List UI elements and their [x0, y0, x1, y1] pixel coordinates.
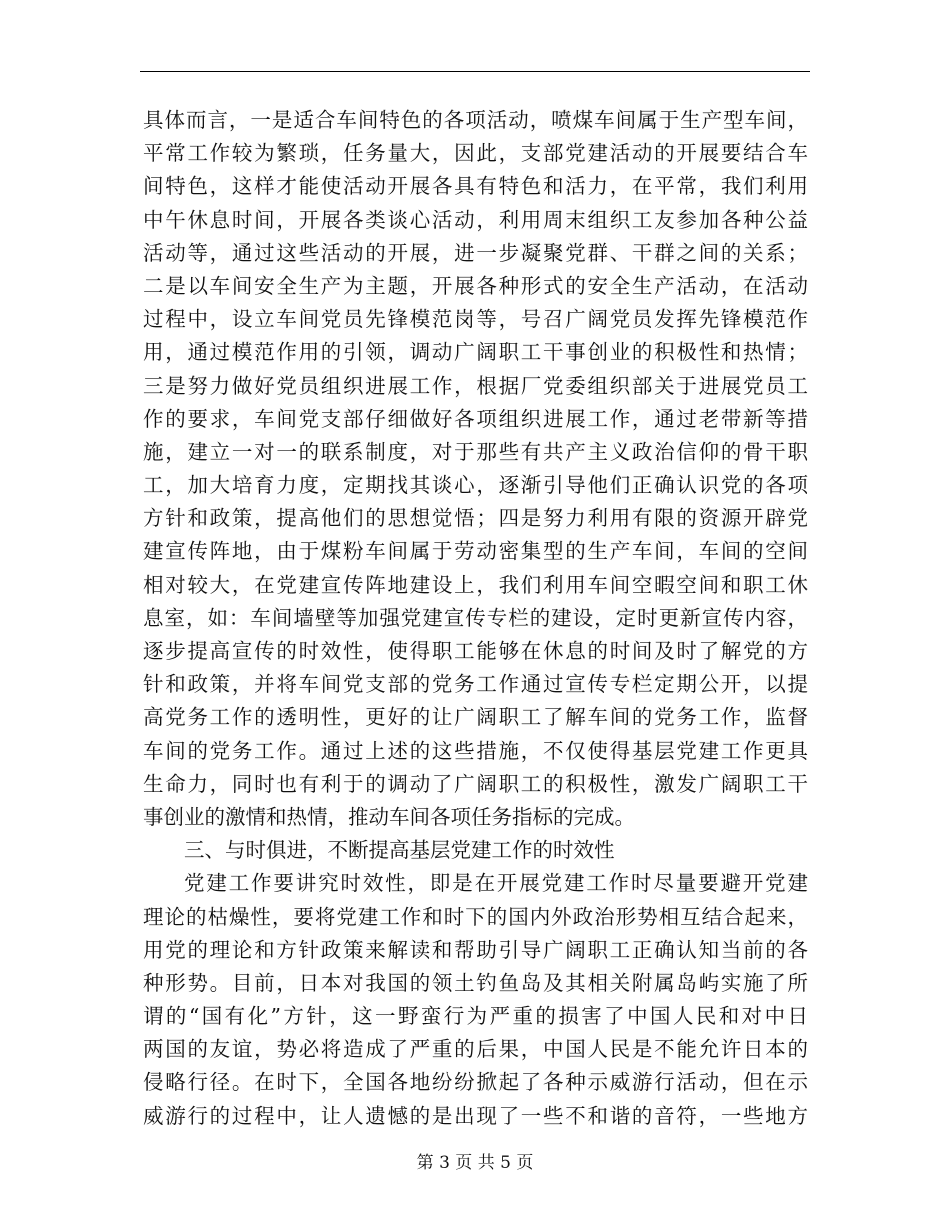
text-line: 间特色，这样才能使活动开展各具有特色和活力，在平常，我们利用 [143, 174, 808, 199]
text-line: 三是努力做好党员组织进展工作，根据厂党委组织部关于进展党员工 [143, 373, 808, 398]
text-line: 作的要求，车间党支部仔细做好各项组织进展工作，通过老带新等措 [143, 406, 808, 431]
text-line: 针和政策，并将车间党支部的党务工作通过宣传专栏定期公开，以提 [143, 672, 808, 697]
text-line: 中午休息时间，开展各类谈心活动，利用周末组织工友参加各种公益 [143, 207, 808, 232]
text-line: 息室，如：车间墙壁等加强党建宣传专栏的建设，定时更新宣传内容， [143, 605, 808, 630]
text-line: 过程中，设立车间党员先锋模范岗等，号召广阔党员发挥先锋模范作 [143, 307, 808, 332]
text-line: 具体而言，一是适合车间特色的各项活动，喷煤车间属于生产型车间， [143, 108, 808, 132]
text-line: 方针和政策，提高他们的思想觉悟；四是努力利用有限的资源开辟党 [143, 506, 808, 531]
text-line: 车间的党务工作。通过上述的这些措施，不仅使得基层党建工作更具 [143, 738, 808, 763]
section-heading: 三、与时俱进，不断提高基层党建工作的时效性 [184, 838, 615, 863]
text-line: 党建工作要讲究时效性，即是在开展党建工作时尽量要避开党建 [184, 871, 808, 896]
text-line: 二是以车间安全生产为主题，开展各种形式的安全生产活动，在活动 [143, 273, 808, 298]
text-line: 施，建立一对一的联系制度，对于那些有共产主义政治信仰的骨干职 [143, 439, 808, 464]
text-line: 高党务工作的透明性，更好的让广阔职工了解车间的党务工作，监督 [143, 705, 808, 730]
text-line: 理论的枯燥性，要将党建工作和时下的国内外政治形势相互结合起来， [143, 904, 808, 929]
text-line: 用，通过模范作用的引领，调动广阔职工干事创业的积极性和热情； [143, 340, 808, 365]
text-line: 相对较大，在党建宣传阵地建设上，我们利用车间空暇空间和职工休 [143, 572, 808, 597]
text-line: 谓的“国有化”方针，这一野蛮行为严重的损害了中国人民和对中日 [143, 1004, 808, 1029]
text-line: 逐步提高宣传的时效性，使得职工能够在休息的时间及时了解党的方 [143, 639, 808, 663]
text-line: 平常工作较为繁琐，任务量大，因此，支部党建活动的开展要结合车 [143, 141, 808, 166]
page-footer: 第 3 页 共 5 页 [416, 1153, 534, 1173]
text-line: 活动等，通过这些活动的开展，进一步凝聚党群、干群之间的关系； [143, 240, 808, 265]
text-line: 用党的理论和方针政策来解读和帮助引导广阔职工正确认知当前的各 [143, 937, 808, 962]
text-line: 生命力，同时也有利于的调动了广阔职工的积极性，激发广阔职工干 [143, 771, 808, 796]
text-line: 威游行的过程中，让人遗憾的是出现了一些不和谐的音符，一些地方 [143, 1103, 808, 1128]
text-line: 侵略行径。在时下，全国各地纷纷掀起了各种示威游行活动，但在示 [143, 1070, 808, 1095]
text-line: 建宣传阵地，由于煤粉车间属于劳动密集型的生产车间，车间的空间 [143, 539, 808, 564]
header-rule [140, 71, 810, 72]
text-line: 种形势。目前，日本对我国的领土钓鱼岛及其相关附属岛屿实施了所 [143, 970, 808, 995]
document-body [143, 104, 808, 1133]
text-line: 事创业的激情和热情，推动车间各项任务指标的完成。 [143, 804, 635, 829]
text-line: 工，加大培育力度，定期找其谈心，逐渐引导他们正确认识党的各项 [143, 473, 808, 498]
text-line: 两国的友谊，势必将造成了严重的后果，中国人民是不能允许日本的 [143, 1037, 808, 1062]
